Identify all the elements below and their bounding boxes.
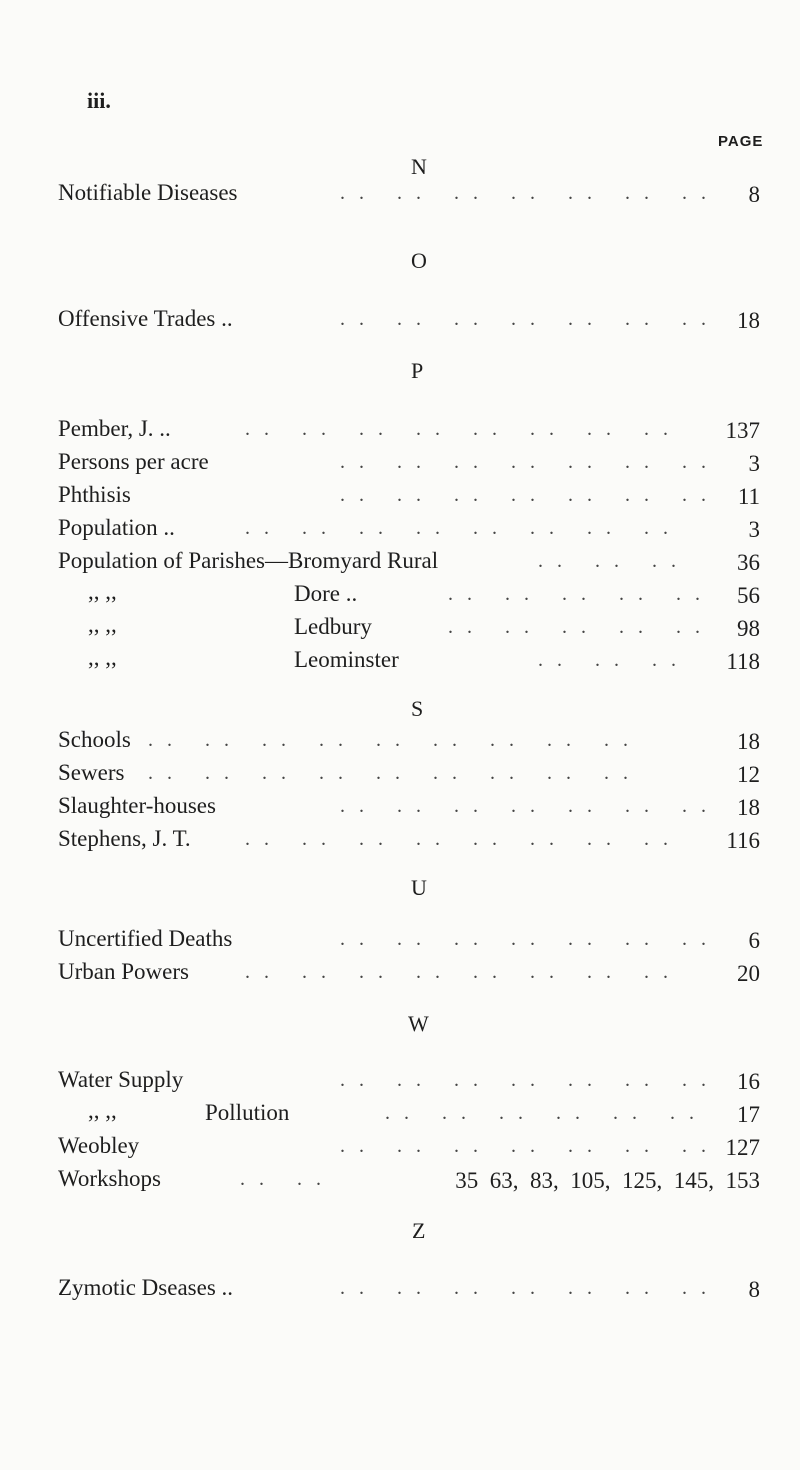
leader-dots: .. .. .. .. .. .. <box>385 1102 708 1124</box>
index-entry-label: Phthisis <box>58 482 131 507</box>
index-entry-page: 98 <box>737 616 760 641</box>
leader-dots: .. .. .. .. .. .. .. .. <box>245 961 682 983</box>
index-entry-page: 3 <box>748 517 760 542</box>
index-entry-page: 20 <box>737 961 760 986</box>
index-entry-label: Leominster <box>294 647 399 672</box>
index-entry-page: 8 <box>748 1277 760 1302</box>
section-letter-z: Z <box>412 1218 426 1243</box>
leader-dots: .. .. .. <box>538 550 690 572</box>
leader-dots: .. .. .. .. .. .. .. <box>340 795 720 817</box>
index-entry-label: Population .. <box>58 515 175 540</box>
index-entry-label: Uncertified Deaths <box>58 926 233 951</box>
leader-dots: .. .. .. .. .. .. .. .. <box>245 517 682 539</box>
leader-dots: .. .. .. .. .. .. .. .. <box>245 828 682 850</box>
index-entry-label: Sewers <box>58 760 125 785</box>
index-entry-page: 11 <box>737 484 760 509</box>
index-entry-label: Weobley <box>58 1133 140 1158</box>
index-entry-label: Zymotic Dseases .. <box>58 1275 234 1300</box>
index-entry-label: Population of Parishes—Bromyard Rural <box>58 548 439 573</box>
page-number: iii. <box>87 88 111 113</box>
ditto-marks: ,, ,, <box>88 1098 117 1123</box>
leader-dots: .. .. <box>240 1168 335 1190</box>
index-entry-label: Stephens, J. T. <box>58 826 191 851</box>
section-letter-n: N <box>411 154 427 179</box>
index-entry-page: 56 <box>737 583 760 608</box>
leader-dots: .. .. .. .. .. .. .. <box>340 451 720 473</box>
leader-dots: .. .. .. .. .. .. .. <box>340 928 720 950</box>
index-entry-page: 18 <box>737 795 760 820</box>
leader-dots: .. .. .. <box>538 649 690 671</box>
leader-dots: .. .. .. .. .. .. .. <box>340 1069 720 1091</box>
index-entry-label: Pember, J. .. <box>58 416 171 441</box>
index-entry-label: Offensive Trades .. <box>58 306 233 331</box>
index-entry-label: Ledbury <box>294 614 372 639</box>
leader-dots: .. .. .. .. .. .. .. .. .. <box>148 729 642 751</box>
index-entry-label: Dore .. <box>294 581 358 606</box>
leader-dots: .. .. .. .. .. .. .. <box>340 1135 720 1157</box>
leader-dots: .. .. .. .. .. .. .. .. <box>245 418 682 440</box>
leader-dots: .. .. .. .. .. .. .. <box>340 1277 720 1299</box>
index-entry-page: 18 <box>737 308 760 333</box>
page-column-header: PAGE <box>718 133 764 150</box>
index-entry-page: 6 <box>748 928 760 953</box>
ditto-marks: ,, ,, <box>88 612 117 637</box>
index-entry-label: Schools <box>58 727 131 752</box>
index-entry-page: 36 <box>737 550 760 575</box>
index-entry-page: 3 <box>748 451 760 476</box>
index-entry-label: Notifiable Diseases <box>58 180 238 205</box>
section-letter-s: S <box>411 696 424 721</box>
index-entry-page: 16 <box>737 1069 760 1094</box>
section-letter-w: W <box>408 1011 429 1036</box>
leader-dots: .. .. .. .. .. <box>448 583 714 605</box>
index-entry-page: 8 <box>748 182 760 207</box>
index-entry-label: Slaughter-houses <box>58 793 216 818</box>
leader-dots: .. .. .. .. .. <box>448 616 714 638</box>
index-entry-page: 18 <box>737 729 760 754</box>
index-entry-label: Persons per acre <box>58 449 209 474</box>
leader-dots: .. .. .. .. .. .. .. .. .. <box>148 762 642 784</box>
leader-dots: .. .. .. .. .. .. .. <box>340 182 720 204</box>
index-entry-page: 116 <box>726 828 760 853</box>
index-entry-label: Water Supply <box>58 1067 184 1092</box>
leader-dots: .. .. .. .. .. .. .. <box>340 484 720 506</box>
index-entry-page: 127 <box>725 1135 760 1160</box>
index-entry-label: Workshops <box>58 1166 161 1191</box>
index-entry-page: 118 <box>726 649 760 674</box>
index-entry-page: 137 <box>725 418 760 443</box>
index-entry-label: Urban Powers <box>58 959 189 984</box>
index-entry-label: Pollution <box>205 1100 290 1125</box>
section-letter-o: O <box>411 248 427 273</box>
leader-dots: .. .. .. .. .. .. .. <box>340 308 720 330</box>
section-letter-u: U <box>411 875 427 900</box>
section-letter-p: P <box>411 358 424 383</box>
index-entry-page: 35 63, 83, 105, 125, 145, 153 <box>455 1168 760 1193</box>
index-entry-page: 12 <box>737 762 760 787</box>
ditto-marks: ,, ,, <box>88 645 117 670</box>
ditto-marks: ,, ,, <box>88 579 117 604</box>
index-entry-page: 17 <box>737 1102 760 1127</box>
